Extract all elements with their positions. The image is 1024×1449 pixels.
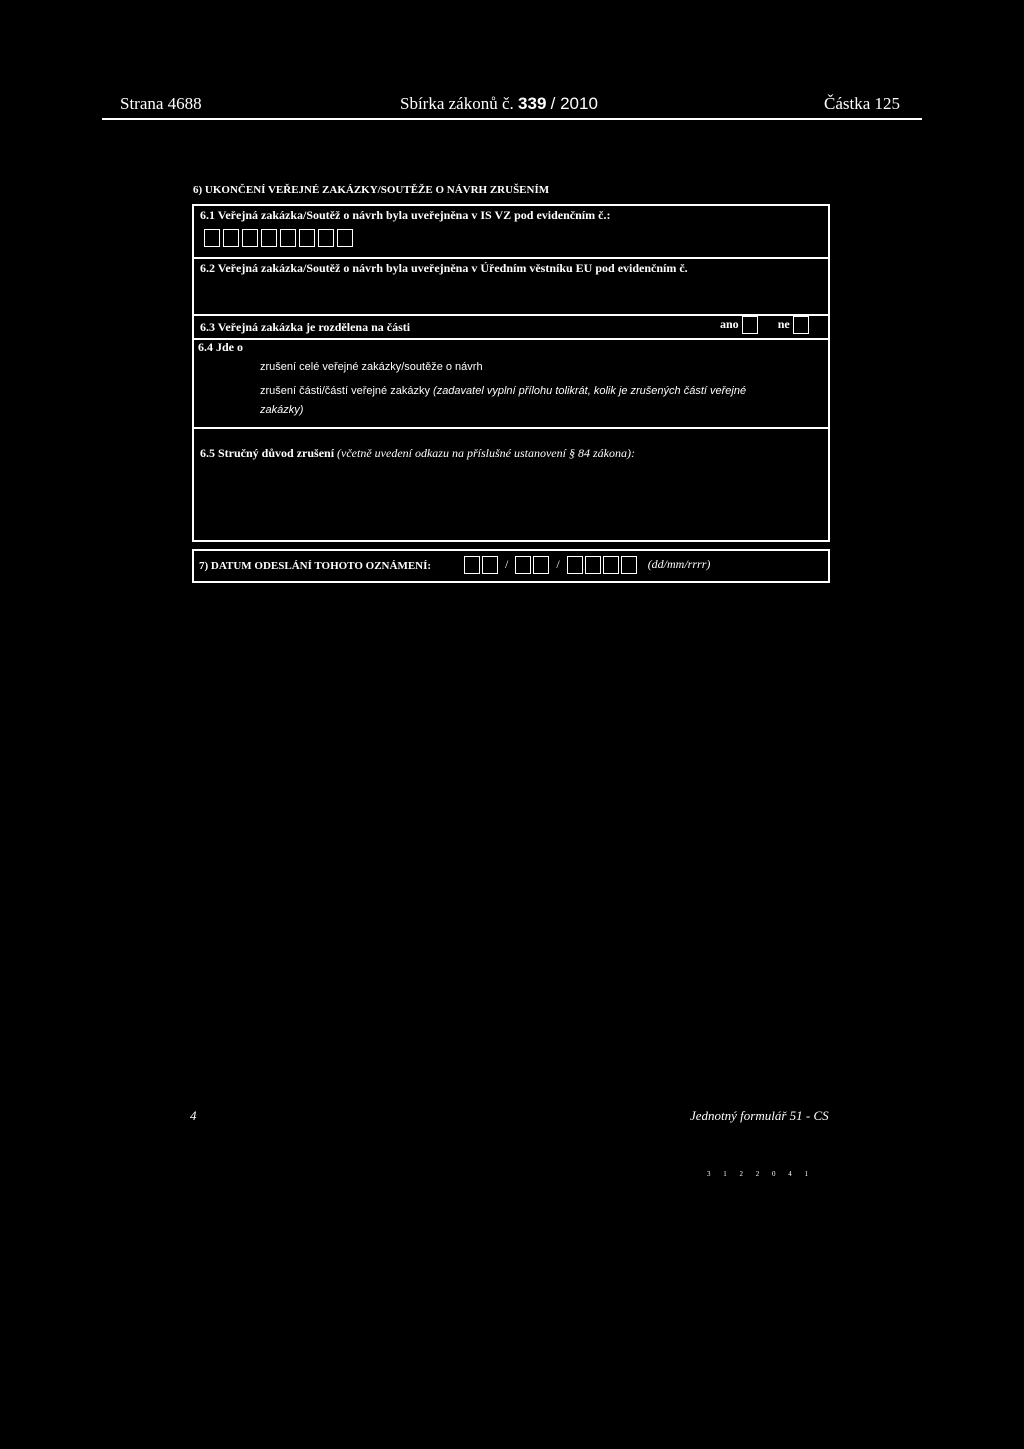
yes-checkbox[interactable] [742, 316, 758, 334]
q65-title: 6.5 Stručný důvod zrušení [200, 446, 335, 460]
divider-64 [192, 427, 830, 429]
q64-option-part-label: zrušení části/částí veřejné zakázky [260, 385, 430, 397]
footer-code: 3 1 2 2 0 4 1 [707, 1170, 809, 1178]
header-number: 339 [518, 94, 547, 113]
divider-61 [192, 257, 830, 259]
date-separator: / [505, 556, 509, 571]
header-year: / 2010 [550, 94, 598, 113]
date-separator: / [556, 556, 560, 571]
q61-boxes[interactable] [204, 229, 353, 247]
digit-box[interactable] [204, 229, 220, 247]
digit-box[interactable] [280, 229, 296, 247]
q63-label: 6.3 Veřejná zakázka je rozdělena na části [200, 320, 411, 334]
q64-option-part-note: (zadavatel vyplní přílohu tolikrát, kolik je zrušených částí veřejné [433, 385, 747, 397]
section6-title: 6) UKONČENÍ VEŘEJNÉ ZAKÁZKY/SOUTĚŽE O NÁVRH ZRUŠENÍM [193, 184, 550, 196]
q65-note: (včetně uvedení odkazu na příslušné ustanovení § 84 zákona): [337, 446, 635, 460]
q64-option-part-note2: zakázky) [260, 404, 304, 416]
date-fields[interactable] [464, 556, 710, 574]
q64-label: 6.4 Jde o [198, 340, 243, 354]
header-left: Strana 4688 [120, 94, 202, 113]
digit-box[interactable] [261, 229, 277, 247]
digit-box[interactable] [337, 229, 353, 247]
q65-label [200, 446, 635, 461]
month-digit-box[interactable] [515, 556, 531, 574]
header-center [400, 94, 598, 114]
header-gazette: Sbírka zákonů č. [400, 94, 514, 113]
date-format-hint: (dd/mm/rrrr) [647, 556, 711, 571]
q62-label: 6.2 Veřejná zakázka/Soutěž o návrh byla uveřejněna v Úředním věstníku EU pod evidenčním č. [200, 261, 688, 275]
no-label: ne [777, 316, 790, 331]
digit-box[interactable] [223, 229, 239, 247]
year-digit-box[interactable] [603, 556, 619, 574]
year-digit-box[interactable] [621, 556, 637, 574]
yes-label: ano [720, 316, 739, 331]
digit-box[interactable] [318, 229, 334, 247]
day-digit-box[interactable] [482, 556, 498, 574]
q64-option-whole[interactable]: zrušení celé veřejné zakázky/soutěže o návrh [260, 361, 483, 373]
footer-form: Jednotný formulář 51 - CS [690, 1108, 829, 1123]
year-digit-box[interactable] [585, 556, 601, 574]
header-right: Částka 125 [824, 94, 901, 113]
divider-63 [192, 338, 830, 340]
q63-options [720, 316, 809, 334]
section7-title: 7) DATUM ODESLÁNÍ TOHOTO OZNÁMENÍ: [199, 560, 432, 572]
q65-reason-area[interactable] [196, 465, 826, 537]
header-divider [102, 118, 922, 120]
q64-option-part[interactable] [260, 385, 820, 397]
digit-box[interactable] [242, 229, 258, 247]
no-checkbox[interactable] [793, 316, 809, 334]
footer-page: 4 [190, 1108, 197, 1123]
digit-box[interactable] [299, 229, 315, 247]
day-digit-box[interactable] [464, 556, 480, 574]
year-digit-box[interactable] [567, 556, 583, 574]
q61-label: 6.1 Veřejná zakázka/Soutěž o návrh byla uveřejněna v IS VZ pod evidenčním č.: [200, 208, 611, 222]
month-digit-box[interactable] [533, 556, 549, 574]
